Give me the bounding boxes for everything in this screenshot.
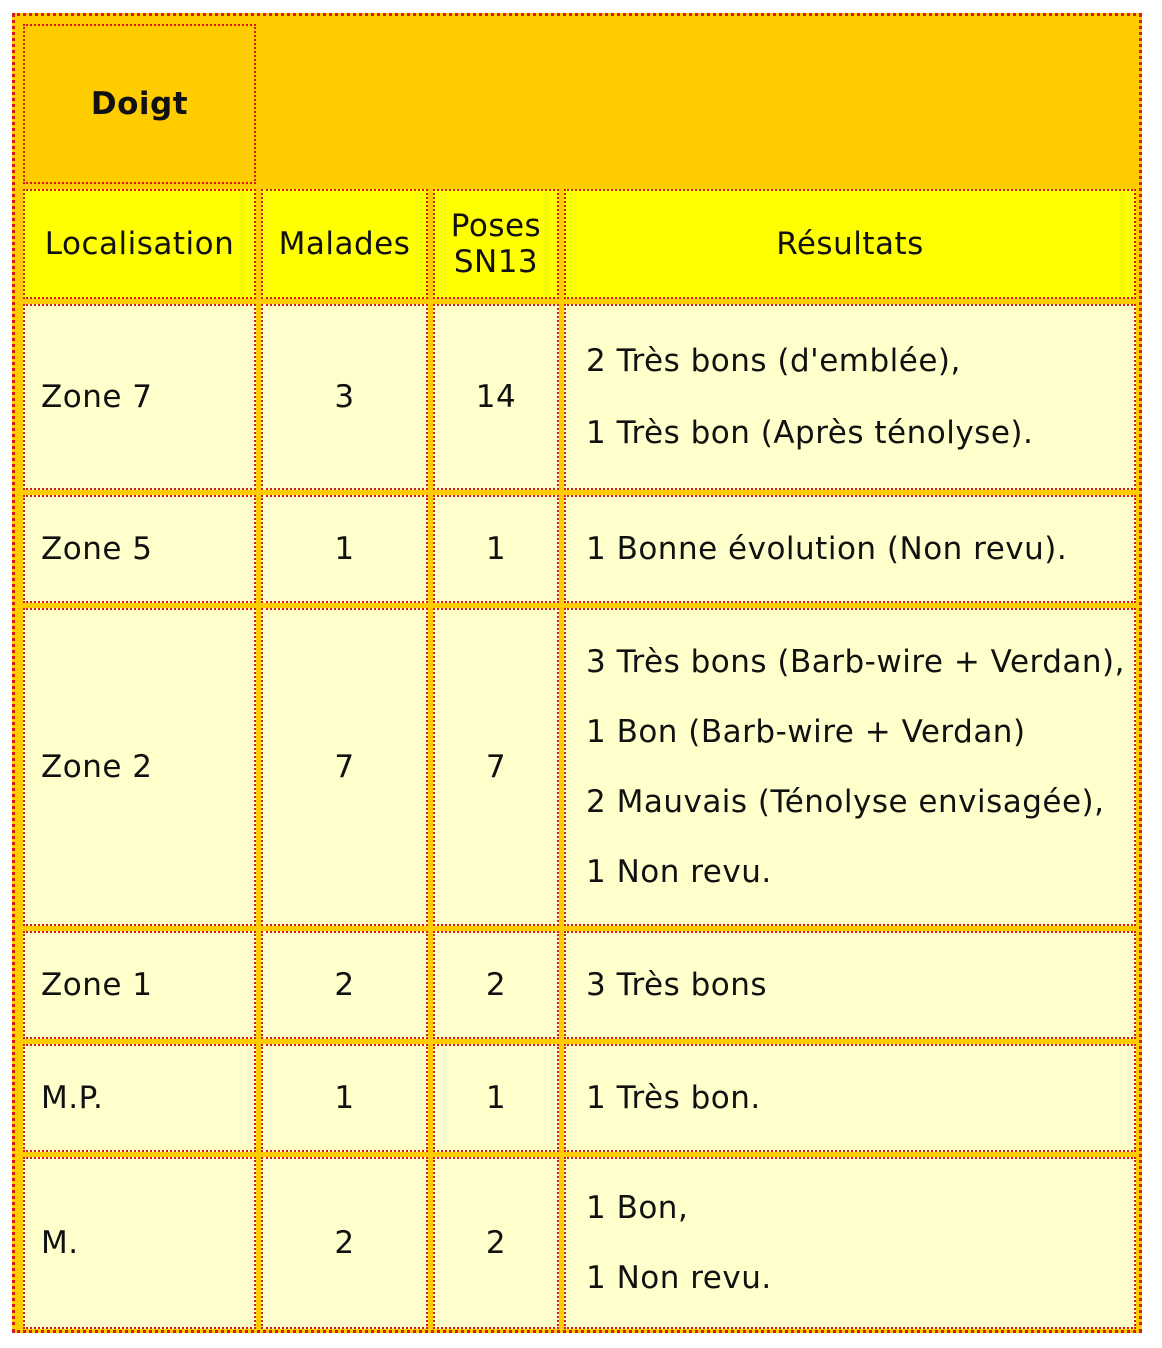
column-header-resultats: Résultats	[564, 189, 1136, 299]
table-row	[23, 931, 1136, 1039]
cell-resultats	[564, 931, 1136, 1039]
cell-localisation: Zone 7	[23, 304, 256, 490]
cell-malades: 2	[261, 1157, 428, 1329]
doigt-header-row	[23, 24, 1136, 184]
cell-malades: 3	[261, 304, 428, 490]
table-row	[23, 304, 1136, 490]
cell-localisation: Zone 5	[23, 495, 256, 603]
result-line: 1 Non revu.	[586, 854, 772, 890]
column-header-poses	[433, 189, 559, 299]
cell-malades: 1	[261, 495, 428, 603]
table-row	[23, 1044, 1136, 1152]
cell-localisation: M.P.	[23, 1044, 256, 1152]
table-row	[23, 1157, 1136, 1329]
cell-poses: 14	[433, 304, 559, 490]
result-line: 2 Très bons (d'emblée),	[586, 343, 961, 379]
cell-resultats	[564, 495, 1136, 603]
doigt-header-cell: Doigt	[23, 24, 256, 184]
cell-poses: 2	[433, 931, 559, 1039]
cell-poses: 2	[433, 1157, 559, 1329]
cell-localisation: M.	[23, 1157, 256, 1329]
cell-localisation: Zone 1	[23, 931, 256, 1039]
result-line: 3 Très bons (Barb-wire + Verdan),	[586, 644, 1125, 680]
result-line: 3 Très bons	[586, 967, 768, 1003]
result-line: 1 Bon,	[586, 1190, 689, 1226]
cell-malades: 2	[261, 931, 428, 1039]
cell-resultats	[564, 1157, 1136, 1329]
result-line: 1 Très bon (Après ténolyse).	[586, 415, 1034, 451]
cell-malades: 1	[261, 1044, 428, 1152]
cell-resultats	[564, 608, 1136, 926]
result-line: 1 Très bon.	[586, 1080, 761, 1116]
column-header-row	[23, 189, 1136, 299]
table-row	[23, 608, 1136, 926]
cell-resultats	[564, 304, 1136, 490]
cell-resultats	[564, 1044, 1136, 1152]
result-line: 1 Non revu.	[586, 1260, 772, 1296]
table-row	[23, 495, 1136, 603]
cell-localisation: Zone 2	[23, 608, 256, 926]
cell-poses: 1	[433, 1044, 559, 1152]
column-header-poses-line2: SN13	[453, 244, 539, 280]
column-header-malades: Malades	[261, 189, 428, 299]
result-line: 1 Bon (Barb-wire + Verdan)	[586, 714, 1026, 750]
cell-poses: 7	[433, 608, 559, 926]
results-table-frame	[12, 13, 1142, 1333]
result-line: 2 Mauvais (Ténolyse envisagée),	[586, 784, 1105, 820]
doigt-header-filler	[261, 24, 1136, 184]
cell-malades: 7	[261, 608, 428, 926]
column-header-poses-line1: Poses	[450, 208, 542, 244]
column-header-localisation: Localisation	[23, 189, 256, 299]
result-line: 1 Bonne évolution (Non revu).	[586, 531, 1068, 567]
cell-poses: 1	[433, 495, 559, 603]
results-table	[18, 19, 1141, 1334]
